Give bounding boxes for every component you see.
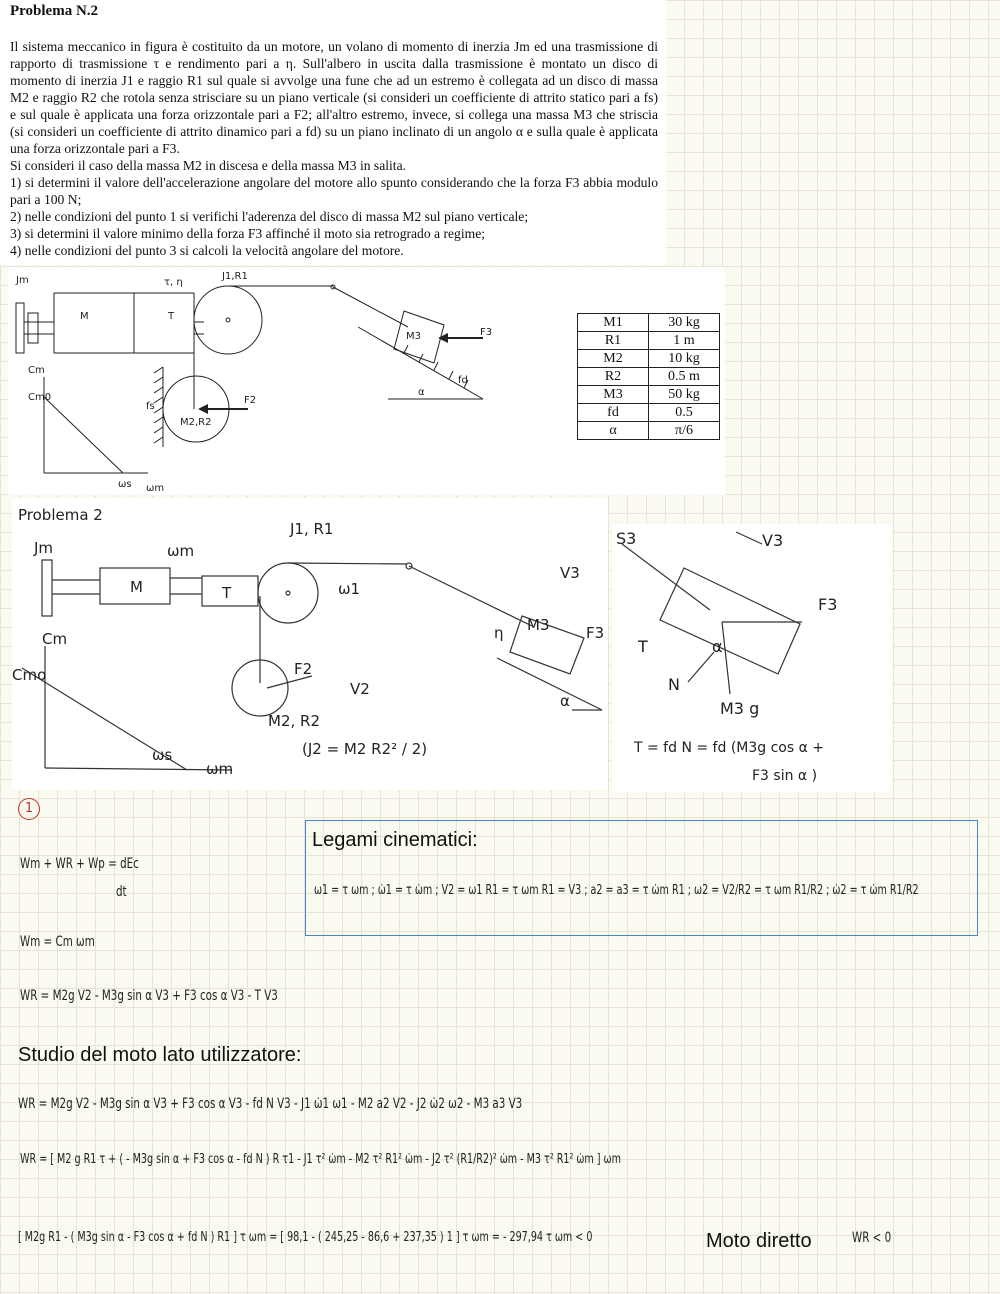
system-figure: [8, 267, 725, 495]
label-ws: ωs: [118, 479, 132, 490]
sketch-v3: V3: [560, 564, 580, 582]
transmission-box: [134, 293, 194, 353]
table-row: R2 0.5 m: [578, 368, 720, 386]
sketch-w1: ω1: [338, 580, 361, 598]
sketch-t: T: [222, 584, 232, 602]
sketch-v2: V2: [350, 680, 370, 698]
label-f2: F2: [244, 395, 257, 406]
label-fd: fd: [458, 375, 468, 386]
note-final: [ M2g R1 - ( M3g sin α - F3 cos α + fd N ) R1 ] τ ωm = [ 98,1 - ( 245,25 - 86,6 + 237,35 ) 1 ] τ ωm = - 297,94 τ ωm < 0: [18, 1230, 593, 1245]
label-transmission: T: [168, 311, 175, 322]
label-m2r2: M2,R2: [180, 417, 212, 428]
table-row: α π/6: [578, 422, 720, 440]
label-cm0: Cm0: [28, 392, 52, 403]
table-row: fd 0.5: [578, 404, 720, 422]
note-wr: WR = M2g V2 - M3g sin α V3 + F3 cos α V3 - T V3: [20, 988, 278, 1004]
sketch-jm: Jm: [34, 539, 54, 557]
sketch-wm-axis: ωm: [206, 760, 234, 778]
problem-title: Problema N.2: [10, 3, 99, 19]
table-row: M2 10 kg: [578, 350, 720, 368]
note-wr2: WR = M2g V2 - M3g sin α V3 + F3 cos α V3 - fd N V3 - J1 ω̇1 ω1 - M2 a2 V2 - J2 ω̇2 ω2 - M3 a3 V3: [18, 1096, 523, 1112]
sketch-cm0: Cmo: [12, 666, 47, 684]
statement-paragraph: Il sistema meccanico in figura è costituito da un motore, un volano di momento di inerzia Jm ed una trasmissione di rapporto di trasmissione τ e rendimento pari a η. Sull'albero in uscita dalla trasmissione è montato un disco di momento di inerzia J1 e raggio R1 sul quale si avvolge una fune che ad un estremo è collegata ad un disco di massa M2 e raggio R2 che rotola senza strisciare su un piano verticale (si consideri un coefficiente di attrito statico pari a fs) e sul quale è applicata una forza orizzontale pari a F2; all'altro estremo, invece, si collega una massa M3 che striscia (si consideri un coefficiente di attrito dinamico pari a fd) su un piano inclinato di un angolo α e sulla quale è applicata una forza orizzontale pari a F3.: [10, 39, 658, 156]
kinematics-relations: ω1 = τ ωm ; ω̇1 = τ ω̇m ; V2 = ω1 R1 = τ ωm R1 = V3 ; a2 = a3 = τ ω̇m R1 ; ω2 = V2/R2 = τ ωm R1/R2 ; ω̇2 = τ ω̇m R1/R2: [314, 883, 919, 898]
sketch-m3: M3: [527, 616, 550, 634]
note-wr-negative: WR < 0: [852, 1230, 892, 1246]
note-wr3: WR = [ M2 g R1 τ + ( - M3g sin α + F3 cos α - fd N ) R τ1 - J1 τ² ω̇m - M2 τ² R1² ω̇m - J2 τ² (R1/R2)² ω̇m - M3 τ² R1² ω̇m ] ωm: [20, 1152, 621, 1167]
label-m3: M3: [406, 331, 421, 342]
label-cm: Cm: [28, 365, 45, 376]
label-tau-eta: τ, η: [164, 277, 183, 288]
table-row: R1 1 m: [578, 332, 720, 350]
table-row: M3 50 kg: [578, 386, 720, 404]
sketch-j2: (J2 = M2 R2² / 2): [302, 740, 428, 758]
fbd-t: T: [638, 637, 648, 656]
label-j1r1: J1,R1: [222, 271, 248, 282]
fbd-alpha: α: [712, 637, 723, 656]
free-body-diagram: [612, 524, 892, 792]
sketch-drawing: [12, 498, 608, 790]
statement-paragraph: 1) si determini il valore dell'accelerazione angolare del motore allo spunto considerando che la forza F3 abbia modulo pari a 100 N;: [10, 175, 658, 207]
note-wm: Wm = Cm ωm: [20, 934, 95, 950]
heading-studio: Studio del moto lato utilizzatore:: [18, 1044, 302, 1066]
fbd-t-eq1: T = fd N = fd (M3g cos α +: [634, 740, 825, 756]
sketch-m2r2: M2, R2: [268, 712, 320, 730]
fbd-f3: F3: [818, 595, 838, 614]
label-fs: fs: [146, 401, 155, 412]
label-jm: Jm: [16, 275, 29, 286]
sketch-ws: ωs: [152, 746, 173, 764]
sketch-f3: F3: [586, 624, 605, 642]
fbd-drawing: [612, 524, 892, 792]
kinematics-box: [305, 820, 978, 936]
fbd-t-eq2: F3 sin α ): [752, 768, 818, 784]
motor-box: [54, 293, 134, 353]
sketch-m: M: [130, 578, 143, 596]
handwritten-sketch: [12, 498, 608, 790]
fbd-m3g: M3 g: [720, 699, 760, 718]
label-wm: ωm: [146, 483, 165, 494]
table-row: M1 30 kg: [578, 314, 720, 332]
sketch-j1r1: J1, R1: [290, 520, 334, 538]
kinematics-heading: Legami cinematici:: [312, 829, 478, 851]
sketch-eta: η: [494, 624, 504, 642]
flywheel: [16, 303, 24, 353]
problem-statement: [0, 0, 666, 265]
label-f3: F3: [480, 327, 493, 338]
label-alpha: α: [418, 387, 425, 398]
statement-paragraph: 3) si determini il valore minimo della forza F3 affinché il moto sia retrogrado a regime;: [10, 226, 486, 241]
step-number-circle: 1: [18, 798, 40, 820]
fbd-s3: S3: [616, 529, 637, 548]
label-moto-diretto: Moto diretto: [706, 1230, 812, 1252]
problem-body: [10, 38, 658, 259]
sketch-title: Problema 2: [18, 506, 103, 524]
parameter-table: [577, 313, 720, 440]
label-motor: M: [80, 311, 89, 322]
statement-paragraph: 2) nelle condizioni del punto 1 si verifichi l'aderenza del disco di massa M2 sul piano verticale;: [10, 209, 529, 224]
disk-j1: [194, 286, 262, 354]
sketch-wm: ωm: [167, 542, 195, 560]
fbd-n: N: [668, 675, 680, 694]
sketch-cm: Cm: [42, 630, 68, 648]
statement-paragraph: Si consideri il caso della massa M2 in discesa e della massa M3 in salita.: [10, 158, 407, 173]
fbd-v3: V3: [762, 531, 784, 550]
note-energy-den: dt: [116, 884, 127, 900]
statement-paragraph: 4) nelle condizioni del punto 3 si calcoli la velocità angolare del motore.: [10, 243, 404, 258]
sketch-alpha: α: [560, 692, 570, 710]
note-energy: Wm + WR + Wp = dEc: [20, 856, 139, 872]
sketch-f2: F2: [294, 660, 313, 678]
